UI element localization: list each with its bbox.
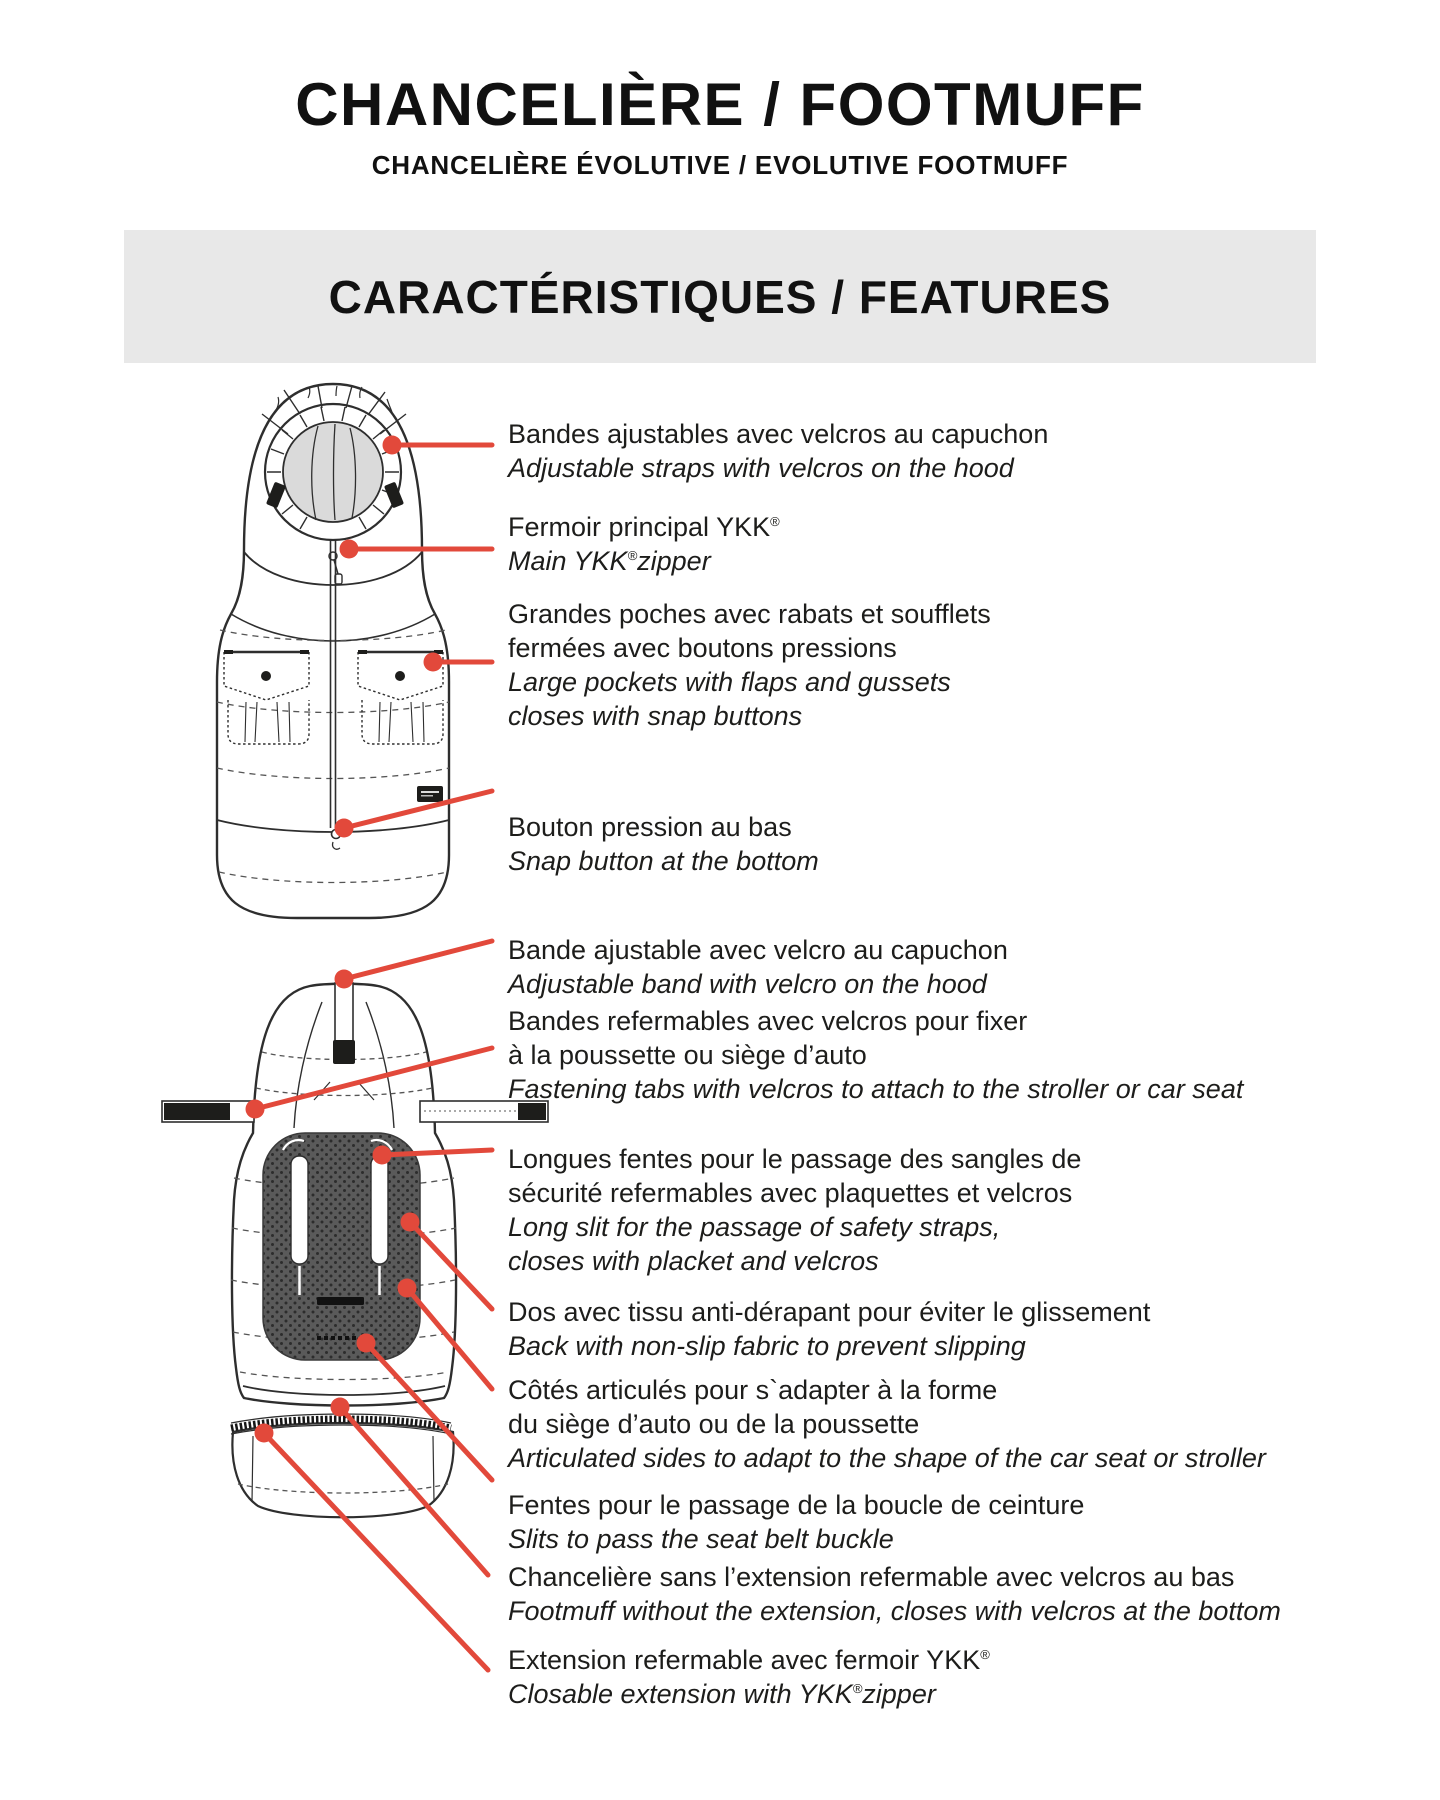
annotation-line-fr: Dos avec tissu anti-dérapant pour éviter le glissement (508, 1297, 1151, 1327)
annotation-block-8 (508, 1295, 1150, 1363)
annotation-line-fr: Extension refermable avec fermoir YKK® (508, 1645, 990, 1675)
annotation-block-11 (508, 1560, 1281, 1628)
annotation-block-12 (508, 1643, 990, 1711)
page-subtitle: CHANCELIÈRE ÉVOLUTIVE / EVOLUTIVE FOOTMUFF (371, 150, 1069, 180)
annotation-line-fr: Fermoir principal YKK® (508, 512, 780, 542)
annotation-line-fr: Côtés articulés pour s`adapter à la forme (508, 1375, 998, 1405)
annotation-line-en: Adjustable band with velcro on the hood (508, 969, 987, 999)
annotation-line-fr: Longues fentes pour le passage des sangles de (508, 1144, 1082, 1174)
annotation-block-10 (508, 1488, 1084, 1556)
annotation-line-fr: fermées avec boutons pressions (508, 633, 897, 663)
annotation-line-en: closes with placket and velcros (508, 1246, 879, 1276)
annotation-line-en: Fastening tabs with velcros to attach to the stroller or car seat (508, 1074, 1244, 1104)
registered-trademark-icon: ® (627, 548, 638, 563)
annotation-line-en: Closable extension with YKK®zipper (508, 1679, 936, 1709)
annotation-line-fr: Bouton pression au bas (508, 812, 792, 842)
annotation-line-en: Footmuff without the extension, closes with velcros at the bottom (508, 1596, 1281, 1626)
annotation-line-en: Main YKK®zipper (508, 546, 711, 576)
annotation-line-en: Back with non-slip fabric to prevent slipping (508, 1331, 1026, 1361)
features-heading: CARACTÉRISTIQUES / FEATURES (328, 270, 1112, 323)
registered-trademark-icon: ® (852, 1681, 863, 1696)
annotation-block-4 (508, 810, 819, 878)
annotation-block-2 (508, 510, 780, 578)
annotation-line-en: Long slit for the passage of safety straps, (508, 1212, 1001, 1242)
annotation-block-1 (508, 417, 1048, 485)
annotation-line-fr: à la poussette ou siège d’auto (508, 1040, 867, 1070)
annotation-line-fr: du siège d’auto ou de la poussette (508, 1409, 920, 1439)
annotation-line-fr: Chancelière sans l’extension refermable avec velcros au bas (508, 1562, 1235, 1592)
annotation-line-fr: Bandes ajustables avec velcros au capuchon (508, 419, 1049, 449)
annotation-line-en: closes with snap buttons (508, 701, 803, 731)
registered-trademark-icon: ® (980, 1647, 990, 1662)
registered-trademark-icon: ® (770, 514, 780, 529)
annotation-block-3 (508, 597, 991, 733)
annotation-line-fr: sécurité refermables avec plaquettes et velcros (508, 1178, 1073, 1208)
annotation-block-9 (508, 1373, 1266, 1475)
annotation-line-en: Adjustable straps with velcros on the hood (508, 453, 1014, 483)
annotation-block-5 (508, 933, 1008, 1001)
annotation-line-en: Snap button at the bottom (508, 846, 819, 876)
page-title: CHANCELIÈRE / FOOTMUFF (295, 71, 1145, 138)
annotation-block-7 (508, 1142, 1081, 1278)
annotation-line-fr: Fentes pour le passage de la boucle de ceinture (508, 1490, 1085, 1520)
annotation-block-6 (508, 1004, 1243, 1106)
annotation-line-en: Large pockets with flaps and gussets (508, 667, 951, 697)
annotation-line-en: Slits to pass the seat belt buckle (508, 1524, 894, 1554)
annotation-line-fr: Bande ajustable avec velcro au capuchon (508, 935, 1008, 965)
annotation-line-fr: Grandes poches avec rabats et soufflets (508, 599, 991, 629)
annotation-line-fr: Bandes refermables avec velcros pour fixer (508, 1006, 1028, 1036)
annotation-line-en: Articulated sides to adapt to the shape of the car seat or stroller (508, 1443, 1266, 1473)
